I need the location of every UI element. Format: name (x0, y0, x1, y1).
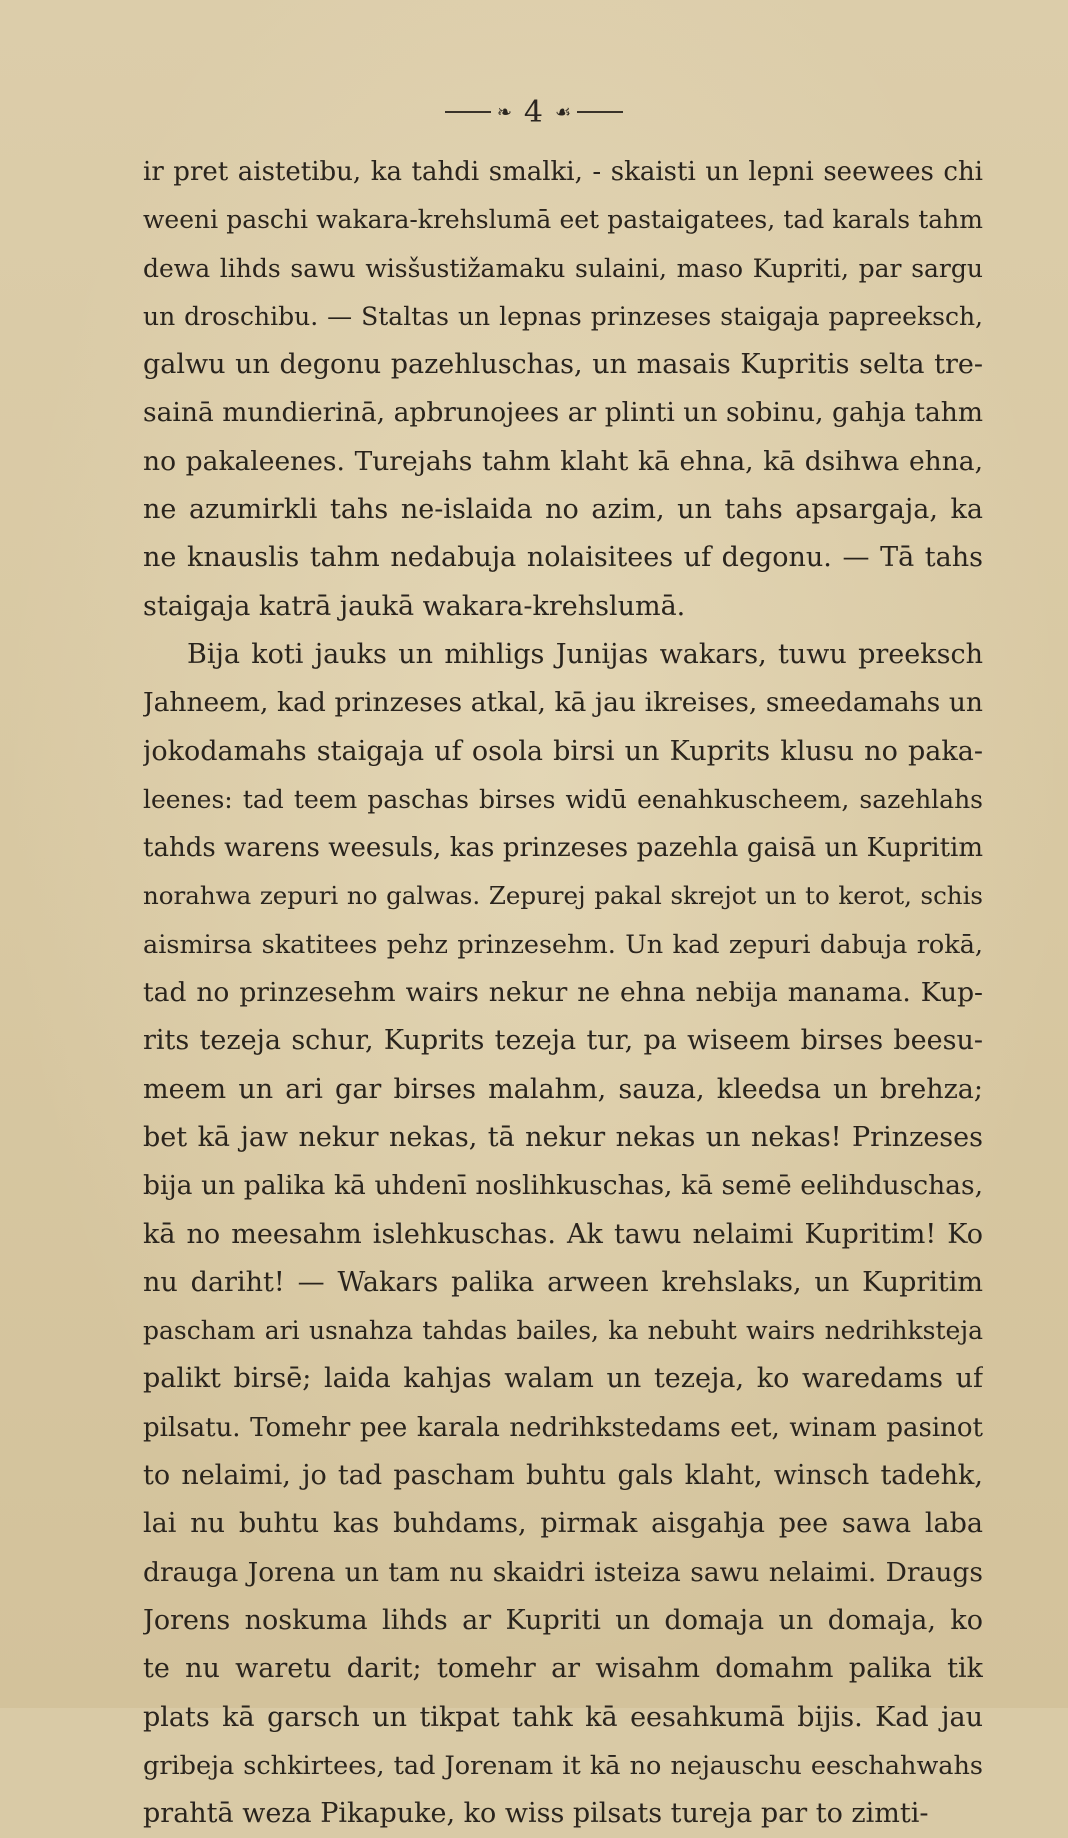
text-line: ne knauslis tahm nedabuja nolaisitees uf degonu. — Tā tahs (143, 542, 983, 574)
text-line: bet kā jaw nekur nekas, tā nekur nekas un nekas! Prinzeses (143, 1121, 983, 1153)
page-header (0, 92, 1068, 132)
text-line: plats kā garsch un tikpat tahk kā eesahkumā bijis. Kad jau (143, 1701, 983, 1733)
text-line: staigaja katrā jaukā wakara-krehslumā. (143, 590, 686, 622)
text-line: to nelaimi, jo tad pascham buhtu gals klaht, winsch tadehk, (143, 1460, 983, 1492)
left-rule (445, 111, 491, 113)
text-line: weeni paschi wakara-krehslumā eet pastaigatees, tad karals tahm (143, 205, 983, 235)
text-line: pilsatu. Tomehr pee karala nedrihkstedams eet, winam pasinot (143, 1412, 983, 1443)
text-line: dewa lihds sawu wisšustižamaku sulaini, maso Kupriti, par sargu (143, 253, 983, 283)
text-line: tahds warens weesuls, kas prinzeses pazehla gaisā un Kupritim (143, 833, 983, 864)
text-line: sainā mundierinā, apbrunojees ar plinti un sobinu, gahja tahm (143, 397, 983, 429)
text-line: tad no prinzesehm wairs nekur ne ehna nebija manama. Kup- (143, 977, 983, 1009)
page-number: 4 (523, 94, 544, 130)
text-line: pascham ari usnahza tahdas bailes, ka nebuht wairs nedrihksteja (143, 1316, 983, 1346)
text-line: Jorens noskuma lihds ar Kupriti un domaja un domaja, ko (143, 1604, 983, 1636)
text-line: leenes: tad teem paschas birses widū eenahkuscheem, sazehlahs (143, 784, 983, 814)
text-line: norahwa zepuri no galwas. Zepurej pakal skrejot un to kerot, schis (143, 881, 983, 911)
text-line: bija un palika kā uhdenī noslihkuschas, kā semē eelihduschas, (143, 1170, 983, 1202)
text-line: rits tezeja schur, Kuprits tezeja tur, pa wiseem birses beesu- (143, 1025, 983, 1057)
body-text (143, 148, 983, 1838)
text-line: kā no meesahm islehkuschas. Ak tawu nelaimi Kupritim! Ko (143, 1218, 983, 1250)
left-ornament-icon: ❧ (496, 101, 512, 123)
text-line: gribeja schkirtees, tad Jorenam it kā no nejauschu eeschahwahs (143, 1750, 983, 1781)
text-line: meem un ari gar birses malahm, sauza, kleedsa un brehza; (143, 1073, 983, 1105)
text-line: te nu waretu darit; tomehr ar wisahm domahm palika tik (143, 1653, 983, 1685)
text-line: un droschibu. — Staltas un lepnas prinzeses staigaja papreeksch, (143, 301, 983, 331)
text-line: galwu un degonu pazehluschas, un masais Kupritis selta tre- (143, 349, 983, 381)
text-line: nu dariht! — Wakars palika arween krehslaks, un Kupritim (143, 1266, 983, 1298)
text-line: Bija koti jauks un mihligs Junijas wakars, tuwu preeksch (187, 638, 983, 670)
text-line: ne azumirkli tahs ne-islaida no azim, un tahs apsargaja, ka (143, 494, 983, 526)
text-line: drauga Jorena un tam nu skaidri isteiza sawu nelaimi. Draugs (143, 1556, 983, 1588)
text-line: ir pret aistetibu, ka tahdi smalki, - skaisti un lepni seewees chi (143, 157, 983, 187)
text-line: lai nu buhtu kas buhdams, pirmak aisgahja pee sawa laba (143, 1508, 983, 1540)
text-line: Jahneem, kad prinzeses atkal, kā jau ikreises, smeedamahs un (143, 687, 983, 719)
text-line: aismirsa skatitees pehz prinzesehm. Un kad zepuri dabuja rokā, (143, 929, 983, 960)
text-line: jokodamahs staigaja uf osola birsi un Kuprits klusu no paka- (143, 735, 983, 767)
right-ornament-icon: ☙ (555, 101, 572, 123)
text-line: no pakaleenes. Turejahs tahm klaht kā ehna, kā dsihwa ehna, (143, 445, 983, 477)
right-rule (577, 111, 623, 113)
text-line: palikt birsē; laida kahjas walam un tezeja, ko waredams uf (143, 1363, 983, 1395)
text-line: prahtā weza Pikapuke, ko wiss pilsats tureja par to zimti- (143, 1798, 929, 1830)
